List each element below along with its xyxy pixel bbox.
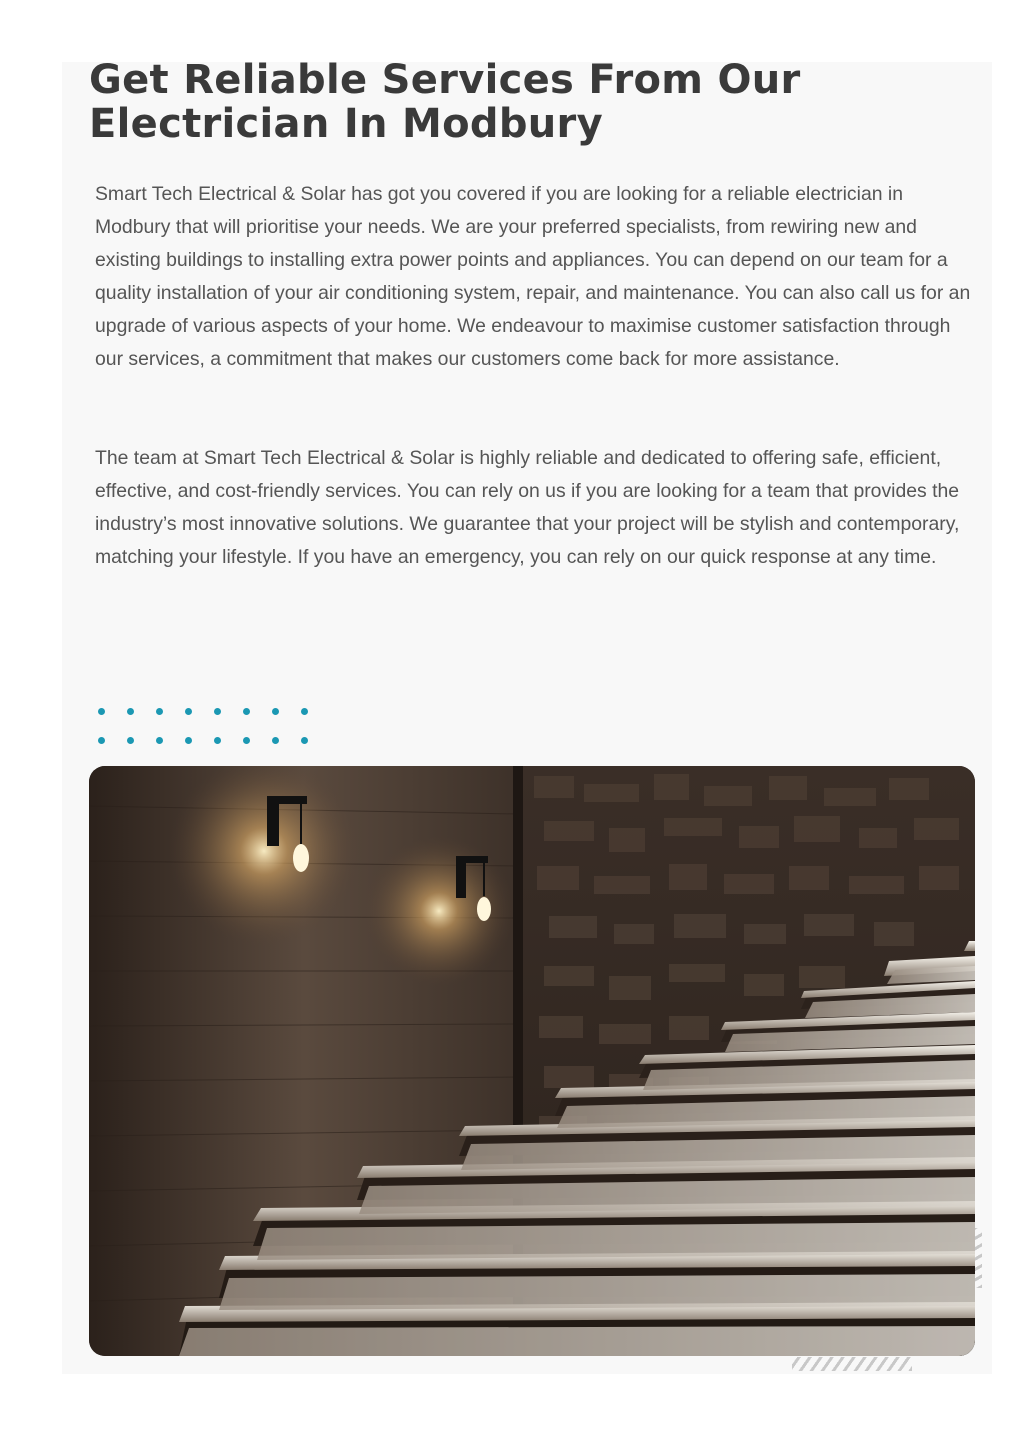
dot-row (98, 737, 328, 747)
dot-row (98, 708, 328, 718)
intro-paragraph: Smart Tech Electrical & Solar has got you covered if you are looking for a reliable electrician in Modbury that will prioritise your needs. We are your preferred specialists, from rewiring new and existing buildings to installing extra power points and appliances. You can depend on our team for a quality installation of your air conditioning system, repair, and maintenance. You can also call us for an upgrade of various aspects of your home. We endeavour to maximise customer satisfaction through our services, a commitment that makes our customers come back for more assistance. (95, 183, 971, 370)
dot-icon (301, 737, 308, 744)
dot-icon (214, 737, 221, 744)
decorative-stripes (792, 1357, 912, 1371)
dot-icon (156, 708, 163, 715)
dot-icon (185, 737, 192, 744)
dot-icon (98, 708, 105, 715)
team-paragraph: The team at Smart Tech Electrical & Solar is highly reliable and dedicated to offering safe, efficient, effective, and cost-friendly services. You can rely on us if you are looking for a team that provides the industry’s most innovative solutions. We guarantee that your project will be stylish and contemporary, matching your lifestyle. If you have an emergency, you can rely on our quick response at any time. (95, 447, 960, 568)
dot-icon (127, 708, 134, 715)
staircase-led-lighting-photo-icon (89, 766, 975, 1356)
dot-icon (272, 737, 279, 744)
dot-icon (272, 708, 279, 715)
dot-icon (156, 737, 163, 744)
dot-icon (301, 708, 308, 715)
dot-icon (214, 708, 221, 715)
staircase-photo (89, 766, 975, 1356)
section-heading: Get Reliable Services From Our Electrician In Modbury (89, 57, 801, 147)
dot-icon (127, 737, 134, 744)
dot-icon (98, 737, 105, 744)
dot-icon (185, 708, 192, 715)
dot-icon (243, 737, 250, 744)
decorative-dots (98, 708, 328, 754)
dot-icon (243, 708, 250, 715)
